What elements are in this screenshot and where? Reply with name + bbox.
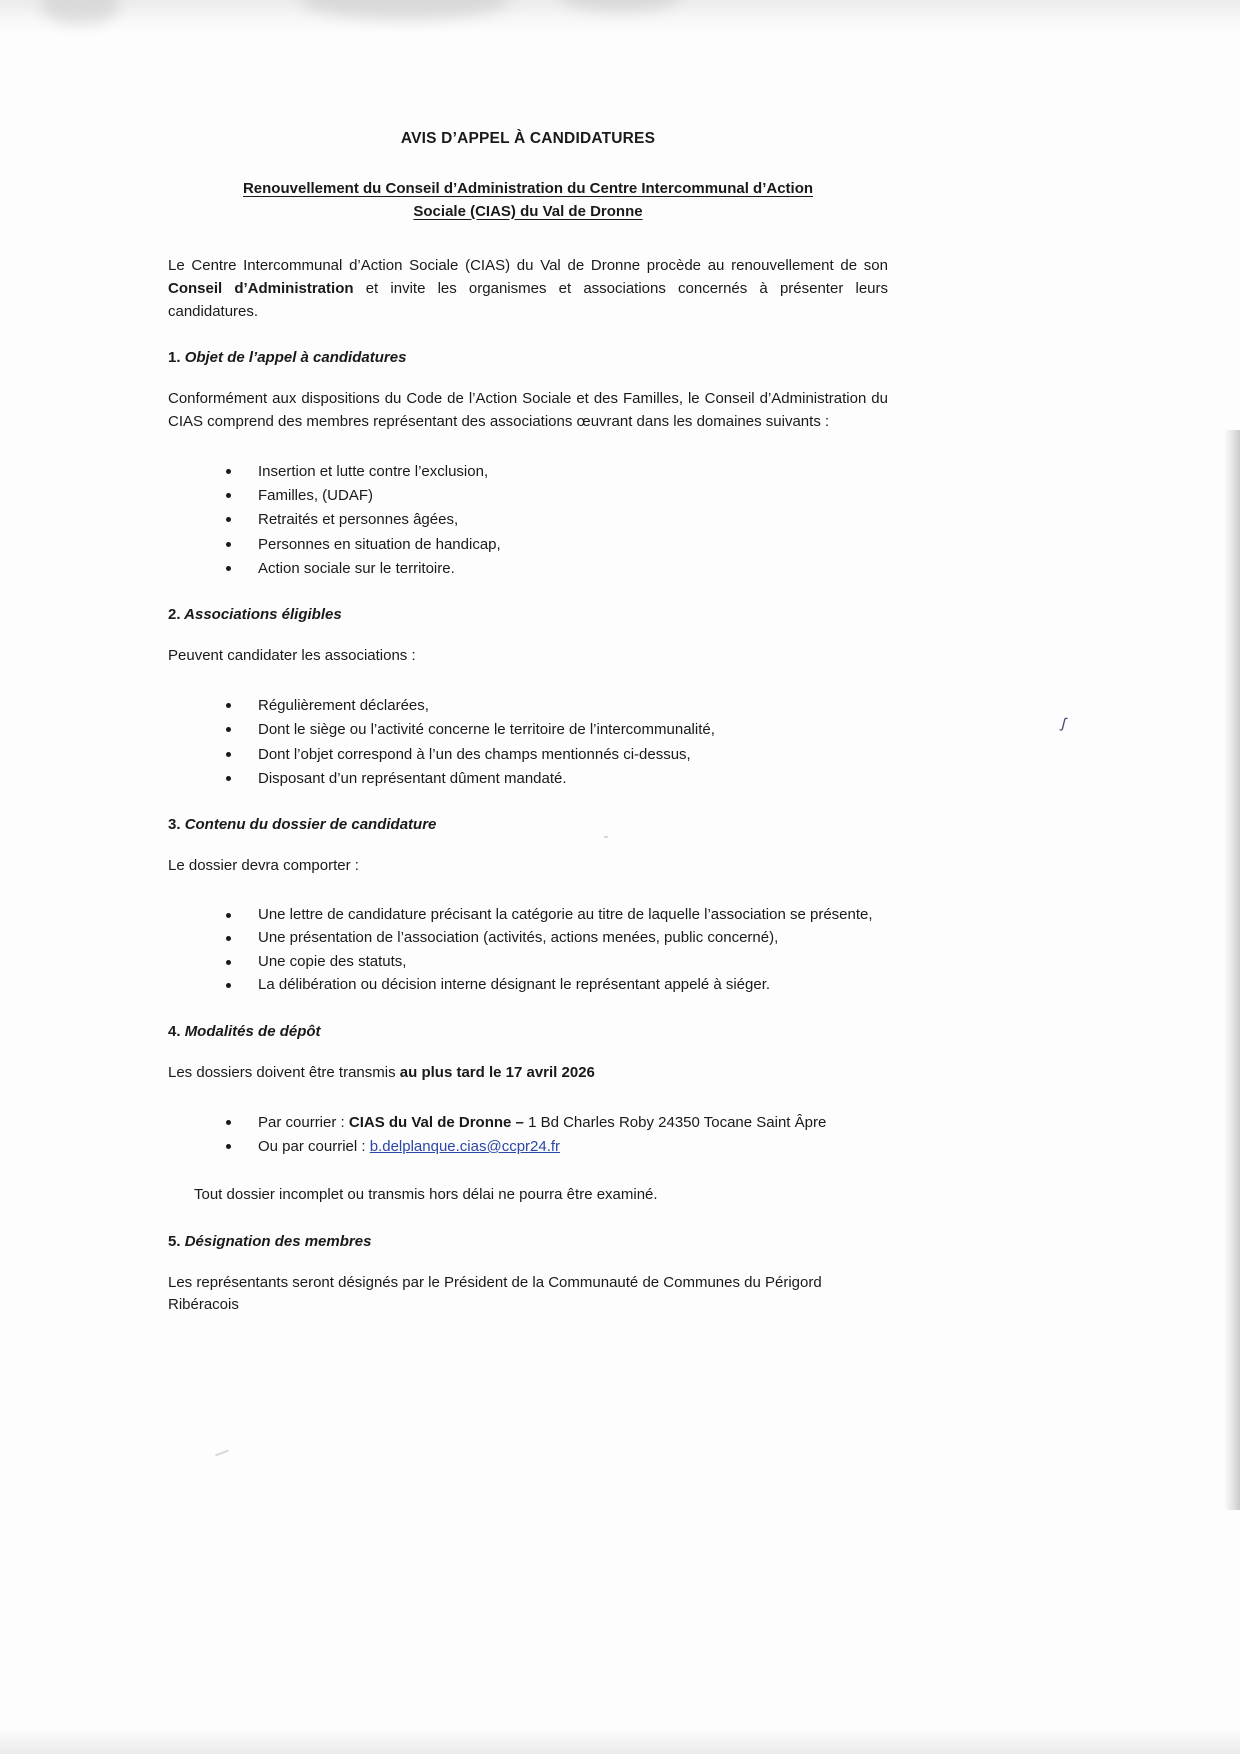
section-heading-1 <box>168 349 888 366</box>
section-heading-3 <box>168 816 888 833</box>
scan-bottom-edge <box>0 1728 1240 1754</box>
section-heading-2 <box>168 606 888 623</box>
subtitle-line-2: Sociale (CIAS) du Val de Dronne <box>413 202 643 220</box>
postal-prefix: Par courrier : <box>258 1113 349 1131</box>
section-title-5: Désignation des membres <box>184 1232 372 1250</box>
postal-address: 1 Bd Charles Roby 24350 Tocane Saint Âpre <box>523 1113 827 1131</box>
email-link[interactable]: b.delplanque.cias@ccpr24.fr <box>369 1137 561 1155</box>
postal-bold: CIAS du Val de Dronne – <box>348 1113 524 1131</box>
list-item: Une copie des statuts, <box>226 951 888 974</box>
intro-part-2: et invite les organismes et associations concernés à présenter leurs candidatures. <box>168 279 888 320</box>
stray-pen-mark: ʃ <box>1059 714 1068 733</box>
section-number-2: 2. <box>168 606 181 624</box>
subtitle-line-1: Renouvellement du Conseil d’Administration du Centre Intercommunal d’Action <box>242 180 814 197</box>
list-item: Une lettre de candidature précisant la catégorie au titre de laquelle l’association se présente, <box>226 904 888 927</box>
list-item: Retraités et personnes âgées, <box>226 508 888 531</box>
intro-part-1: Le Centre Intercommunal d’Action Sociale (CIAS) du Val de Dronne procède au renouvellement de son <box>168 257 888 274</box>
section-1-paragraph: Conformément aux dispositions du Code de l’Action Sociale et des Familles, le Conseil d’Administration du CIAS comprend des membres représentant des associations œuvrant dans les domaines suivants : <box>168 390 888 431</box>
deadline-date: au plus tard le 17 avril 2026 <box>399 1063 595 1081</box>
section-4-closing: Tout dossier incomplet ou transmis hors délai ne pourra être examiné. <box>194 1186 658 1204</box>
list-item: La délibération ou décision interne désignant le représentant appelé à siéger. <box>226 974 888 997</box>
section-heading-5 <box>168 1233 888 1250</box>
list-item: Dont l’objet correspond à l’un des champs mentionnés ci-dessus, <box>226 743 888 766</box>
intro-bold: Conseil d’Administration <box>168 279 354 297</box>
list-item: Familles, (UDAF) <box>226 484 888 507</box>
section-number-4: 4. <box>168 1022 181 1040</box>
section-5-paragraph: Les représentants seront désignés par le Président de la Communauté de Communes du Périgord Ribéracois <box>168 1273 822 1314</box>
document-subtitle <box>168 178 888 223</box>
scan-right-edge <box>1224 430 1240 1510</box>
section-3-paragraph: Le dossier devra comporter : <box>168 857 359 875</box>
list-item-postal <box>226 1111 888 1134</box>
list-item: Disposant d’un représentant dûment mandaté. <box>226 767 888 790</box>
list-item: Une présentation de l’association (activités, actions menées, public concerné), <box>226 927 888 950</box>
scan-speck <box>215 1450 229 1457</box>
section-2-bullets <box>168 694 888 790</box>
section-number-1: 1. <box>168 349 181 367</box>
section-2-paragraph: Peuvent candidater les associations : <box>168 647 416 665</box>
page-title: AVIS D’APPEL À CANDIDATURES <box>400 130 656 147</box>
list-item-email <box>226 1135 888 1158</box>
section-1-bullets <box>168 460 888 580</box>
list-item: Dont le siège ou l’activité concerne le territoire de l’intercommunalité, <box>226 718 888 741</box>
email-prefix: Ou par courriel : <box>258 1137 370 1155</box>
intro-paragraph <box>168 255 888 323</box>
section-title-3: Contenu du dossier de candidature <box>184 816 437 834</box>
section-4-paragraph <box>168 1062 888 1085</box>
section-3-bullets <box>168 904 888 997</box>
section-4-bullets <box>168 1111 888 1159</box>
section-title-1: Objet de l’appel à candidatures <box>184 349 407 367</box>
document-body <box>168 130 888 1343</box>
list-item: Insertion et lutte contre l’exclusion, <box>226 460 888 483</box>
section-title-2: Associations éligibles <box>184 606 342 624</box>
section-heading-4 <box>168 1023 888 1040</box>
section-number-3: 3. <box>168 816 181 834</box>
deadline-prefix: Les dossiers doivent être transmis <box>168 1063 400 1081</box>
list-item: Personnes en situation de handicap, <box>226 533 888 556</box>
section-title-4: Modalités de dépôt <box>184 1022 321 1040</box>
list-item: Régulièrement déclarées, <box>226 694 888 717</box>
list-item: Action sociale sur le territoire. <box>226 557 888 580</box>
section-number-5: 5. <box>168 1232 181 1250</box>
